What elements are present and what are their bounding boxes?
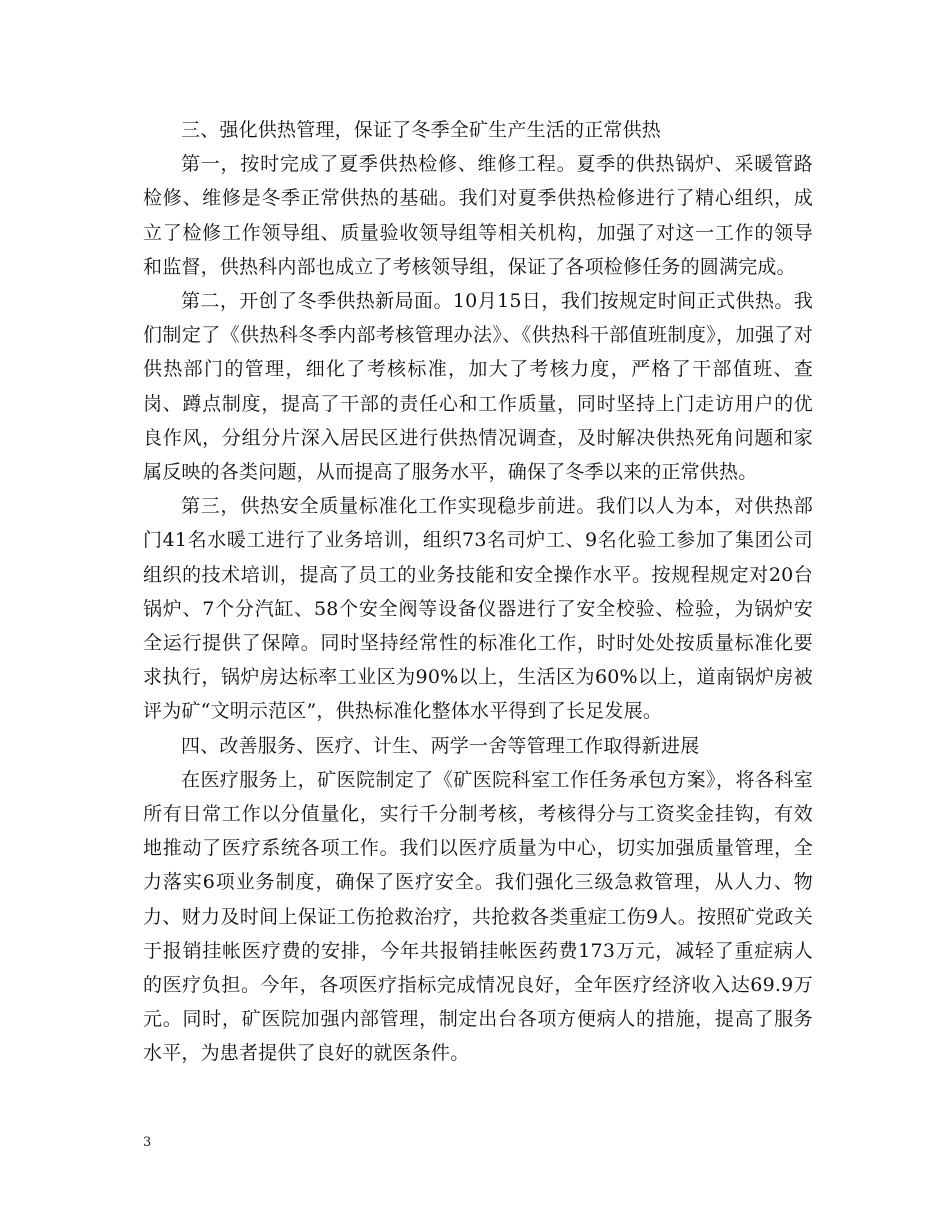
document-body: [143, 113, 813, 1071]
paragraph-second-winter-heating: 第二，开创了冬季供热新局面。10月15日，我们按规定时间正式供热。我们制定了《供热科冬季内部考核管理办法》、《供热科干部值班制度》，加强了对供热部门的管理，细化了考核标准，加大了考核力度，严格了干部值班、查岗、蹲点制度，提高了干部的责任心和工作质量，同时坚持上门走访用户的优良作风，分组分片深入居民区进行供热情况调查，及时解决供热死角问题和家属反映的各类问题，从而提高了服务水平，确保了冬季以来的正常供热。: [143, 290, 813, 484]
paragraph-third-safety-standardization: 第三，供热安全质量标准化工作实现稳步前进。我们以人为本，对供热部门41名水暖工进行了业务培训，组织73名司炉工、9名化验工参加了集团公司组织的技术培训，提高了员工的业务技能和安全操作水平。按规程规定对20台锅炉、7个分汽缸、58个安全阀等设备仪器进行了安全校验、检验，为锅炉安全运行提供了保障。同时坚持经常性的标准化工作，时时处处按质量标准化要求执行，锅炉房达标率工业区为90%以上，生活区为60%以上，道南锅炉房被评为矿“文明示范区”，供热标准化整体水平得到了长足发展。: [143, 495, 813, 723]
page-number: 3: [143, 1135, 152, 1150]
paragraph-first-maintenance: 第一，按时完成了夏季供热检修、维修工程。夏季的供热锅炉、采暖管路检修、维修是冬季正常供热的基础。我们对夏季供热检修进行了精心组织，成立了检修工作领导组、质量验收领导组等相关机构，加强了对这一工作的领导和监督，供热科内部也成立了考核领导组，保证了各项检修任务的圆满完成。: [143, 153, 813, 278]
section-heading-three: 三、强化供热管理，保证了冬季全矿生产生活的正常供热: [181, 119, 662, 141]
section-heading-four: 四、改善服务、医疗、计生、两学一舍等管理工作取得新进展: [181, 734, 700, 757]
paragraph-medical-services: 在医疗服务上，矿医院制定了《矿医院科室工作任务承包方案》，将各科室所有日常工作以分值量化，实行千分制考核，考核得分与工资奖金挂钩，有效地推动了医疗系统各项工作。我们以医疗质量为中心，切实加强质量管理，全力落实6项业务制度，确保了医疗安全。我们强化三级急救管理，从人力、物力、财力及时间上保证工伤抢救治疗，共抢救各类重症工伤9人。按照矿党政关于报销挂帐医疗费的安排，今年共报销挂帐医药费173万元，减轻了重症病人的医疗负担。今年，各项医疗指标完成情况良好，全年医疗经济收入达69.9万元。同时，矿医院加强内部管理，制定出台各项方便病人的措施，提高了服务水平，为患者提供了良好的就医条件。: [143, 768, 813, 1065]
